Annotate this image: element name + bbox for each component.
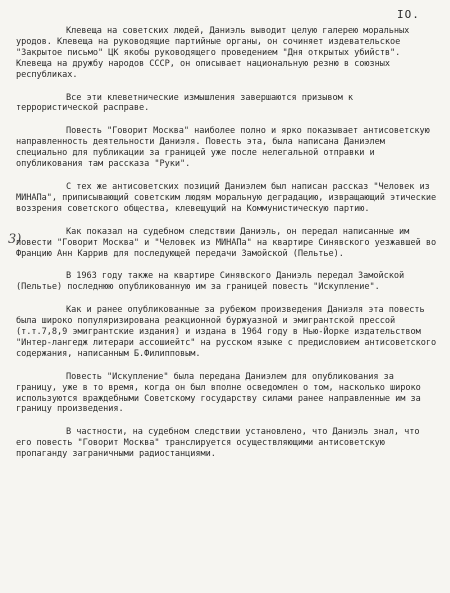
paragraph-2: Все эти клеветнические измышления завершаются призывом к террористической расправе. [16, 92, 353, 114]
paragraph-9: В частности, на судебном следствии установлено, что Даниэль знал, что его повесть "Говорит Москва" транслируется осуществляющими антисоветскую пропаганду заграничными радиостанциями. [16, 427, 420, 460]
paragraph-1: Клевеща на советских людей, Даниэль выводит целую галерею моральных уродов. Клевеща на руководящие партийные органы, он сочиняет издевательское "Закрытое письмо" ЦК якобы руководящего проведением "Дня открытых убийств". Клевеща на дружбу народов СССР, он описывает национальную резню в союзных республиках. [16, 26, 410, 80]
document-body [16, 26, 440, 472]
paragraph-6: В 1963 году также на квартире Синявского Даниэль передал Замойской (Пельтье) последнюю опубликованную им за границей повесть "Искупление". [16, 271, 405, 293]
paragraph-7: Как и ранее опубликованные за рубежом произведения Даниэля эта повесть была широко популяризирована реакционной буржуазной и эмигрантской прессой (т.т.7,8,9 эмигрантские издания) и издана в 1964 году в Нью-Йорке издательством "Интер-лангедж литерари ассошиейтс" на русском языке с предисловием антисоветского содержания, написанным Б.Филипповым. [16, 305, 437, 359]
paragraph-5: Как показал на судебном следствии Даниэль, он передал написанные им повести "Говорит Москва" и "Человек из МИНАПа" на квартире Синявского уезжавшей во Францию Анн Каррив для последующей передачи Замойской (Пельтье). [16, 226, 437, 259]
handwritten-margin-mark: 3) [8, 232, 22, 247]
page-number: IO. [397, 8, 420, 21]
paragraph-4: С тех же антисоветских позиций Даниэлем был написан рассказ "Человек из МИНАПа", приписывающий советским людям моральную деградацию, извращающий этические воззрения советского общества, клевещущий на Коммунистическую партию. [16, 181, 437, 214]
paragraph-8: Повесть "Искупление" была передана Даниэлем для опубликования за границу, уже в то время, когда он был вполне осведомлен о том, насколько широко используются враждебными Советскому государству силами ранее направленные им за границу произведения. [16, 371, 421, 415]
paragraph-3: Повесть "Говорит Москва" наиболее полно и ярко показывает антисоветскую направленность деятельности Даниэля. Повесть эта, была написана Даниэлем специально для публикации за границей уже после нелегальной отправки и опубликования там рассказа "Руки". [16, 126, 430, 170]
